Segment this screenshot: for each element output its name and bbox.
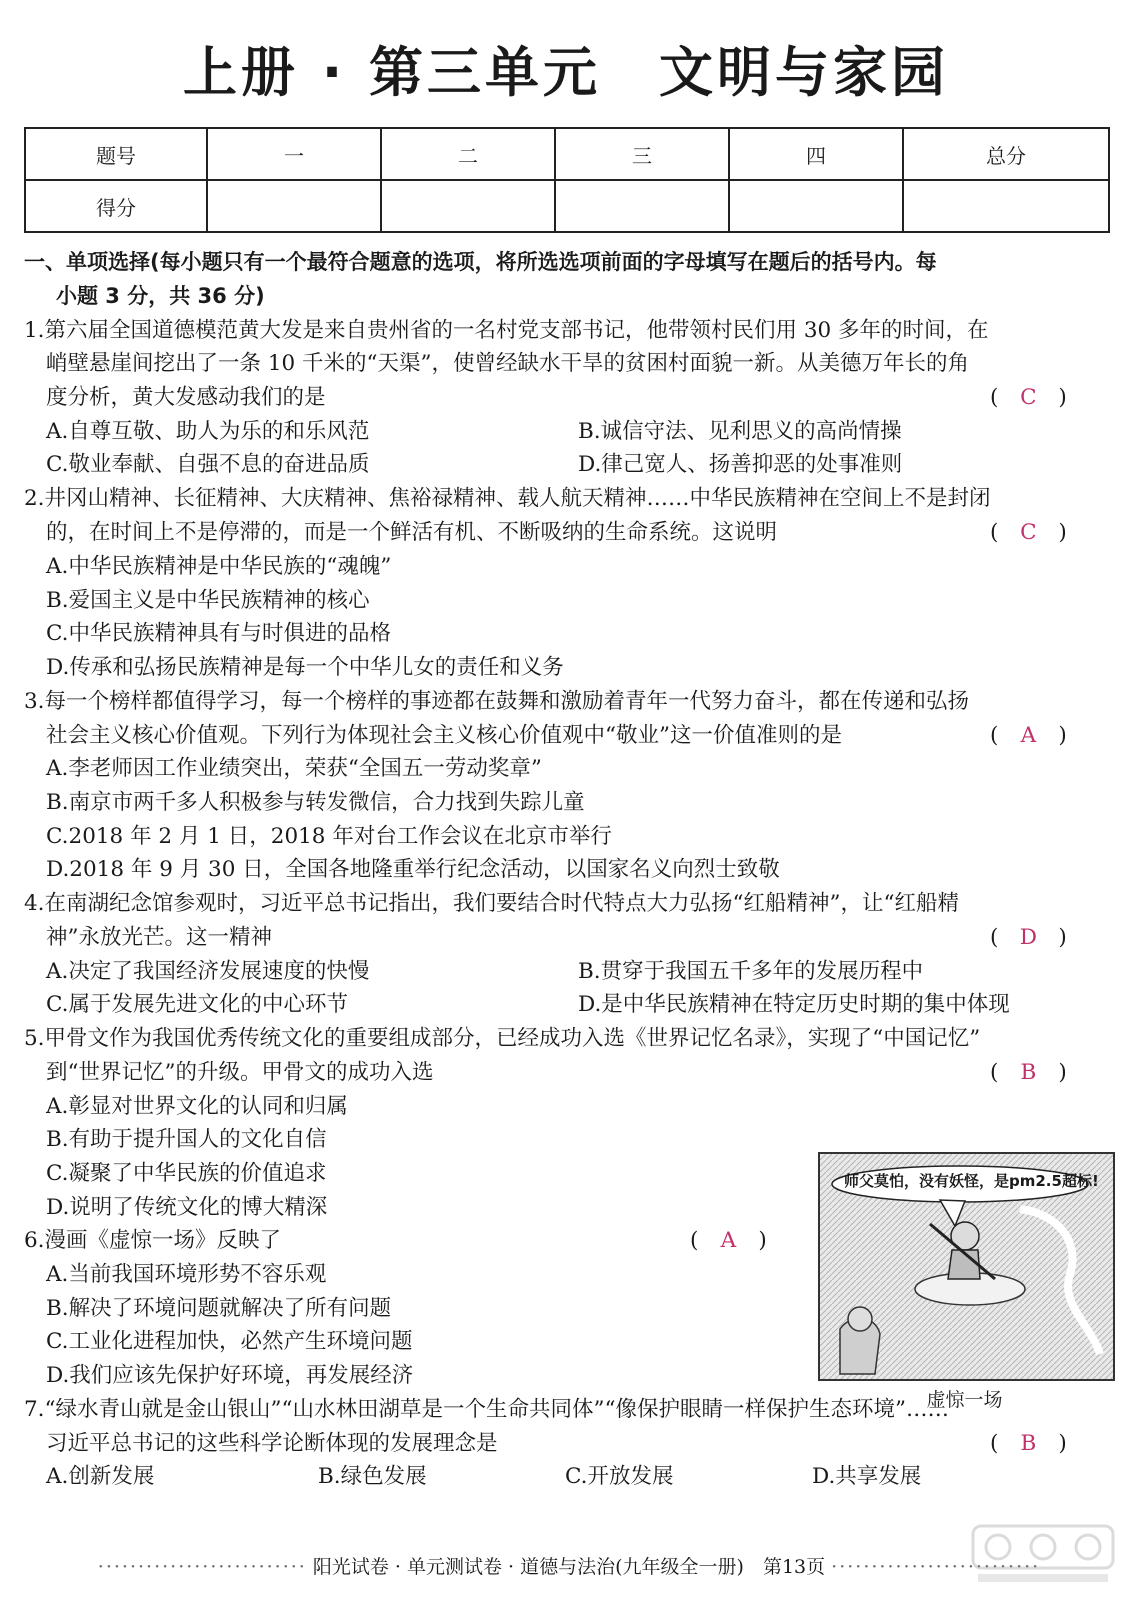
option: D.说明了传统文化的博大精深 bbox=[46, 1195, 328, 1220]
option: C.凝聚了中华民族的价值追求 bbox=[46, 1161, 327, 1186]
option: C.敬业奉献、自强不息的奋进品质 bbox=[46, 452, 370, 477]
question-7-answer: ( B ) bbox=[990, 1431, 1067, 1456]
option: C.2018 年 2 月 1 日，2018 年对台工作会议在北京市举行 bbox=[46, 824, 612, 849]
option: A.创新发展 bbox=[46, 1464, 155, 1489]
option: B.诚信守法、见利思义的高尚情操 bbox=[578, 419, 902, 444]
question-1-answer: ( C ) bbox=[990, 385, 1067, 410]
score-table-score-row bbox=[25, 180, 1109, 232]
score-input-cell bbox=[381, 180, 555, 232]
watermark-logo-icon bbox=[968, 1518, 1118, 1588]
option: D.我们应该先保护好环境，再发展经济 bbox=[46, 1363, 414, 1388]
question-7-stem: 习近平总书记的这些科学论断体现的发展理念是 bbox=[46, 1431, 498, 1456]
option: A.李老师因工作业绩突出，荣获“全国五一劳动奖章” bbox=[46, 756, 542, 781]
question-6-stem: 6.漫画《虚惊一场》反映了 bbox=[24, 1228, 282, 1253]
question-4-answer: ( D ) bbox=[990, 925, 1067, 950]
option: B.绿色发展 bbox=[318, 1464, 427, 1489]
option: D.共享发展 bbox=[812, 1464, 922, 1489]
option: A.自尊互敬、助人为乐的和乐风范 bbox=[46, 419, 370, 444]
question-3-stem: 3.每一个榜样都值得学习，每一个榜样的事迹都在鼓舞和激励着青年一代努力奋斗，都在传递和弘扬 bbox=[24, 689, 970, 714]
option: C.开放发展 bbox=[565, 1464, 674, 1489]
footer-dots: ·························· bbox=[97, 1556, 307, 1578]
question-3-answer: ( A ) bbox=[990, 723, 1067, 748]
option: A.中华民族精神是中华民族的“魂魄” bbox=[46, 554, 392, 579]
page-footer bbox=[24, 1552, 1114, 1579]
option: B.爱国主义是中华民族精神的核心 bbox=[46, 588, 370, 613]
question-6-answer: ( A ) bbox=[690, 1228, 767, 1253]
score-cell: 总分 bbox=[903, 128, 1109, 180]
option: D.传承和弘扬民族精神是每一个中华儿女的责任和义务 bbox=[46, 655, 564, 680]
option: A.当前我国环境形势不容乐观 bbox=[46, 1262, 327, 1287]
page-title: 上册 · 第三单元 文明与家园 bbox=[182, 41, 950, 104]
question-1-stem: 1.第六届全国道德模范黄大发是来自贵州省的一名村党支部书记，他带领村民们用 30 多年的时间，在 bbox=[24, 318, 989, 343]
question-5-stem: 到“世界记忆”的升级。甲骨文的成功入选 bbox=[46, 1060, 434, 1085]
question-4-stem: 神”永放光芒。这一精神 bbox=[46, 925, 272, 950]
option: A.彰显对世界文化的认同和归属 bbox=[46, 1094, 348, 1119]
score-input-cell bbox=[729, 180, 903, 232]
question-2-stem: 2.井冈山精神、长征精神、大庆精神、焦裕禄精神、载人航天精神……中华民族精神在空间上不是封闭 bbox=[24, 486, 991, 511]
footer-text: 阳光试卷 · 单元测试卷 · 道德与法治(九年级全一册) 第13页 bbox=[312, 1556, 826, 1578]
section-heading: 一、单项选择(每小题只有一个最符合题意的选项，将所选选项前面的字母填写在题后的括号内。每 bbox=[24, 250, 937, 274]
score-table-header-row bbox=[25, 128, 1109, 180]
option: D.律己宽人、扬善抑恶的处事准则 bbox=[578, 452, 903, 477]
option: C.属于发展先进文化的中心环节 bbox=[46, 992, 349, 1017]
cartoon-figure bbox=[818, 1152, 1115, 1381]
score-cell: 二 bbox=[381, 128, 555, 180]
option: B.南京市两千多人积极参与转发微信，合力找到失踪儿童 bbox=[46, 790, 585, 815]
option: C.工业化进程加快，必然产生环境问题 bbox=[46, 1329, 413, 1354]
cartoon-caption: 虚惊一场 bbox=[926, 1389, 1003, 1411]
footer-dots: ·························· bbox=[831, 1556, 1041, 1578]
question-7-stem: 7.“绿水青山就是金山银山”“山水林田湖草是一个生命共同体”“像保护眼睛一样保护生态环境”…… bbox=[24, 1397, 949, 1422]
score-input-cell bbox=[555, 180, 729, 232]
option: D.2018 年 9 月 30 日，全国各地隆重举行纪念活动，以国家名义向烈士致敬 bbox=[46, 857, 780, 882]
option: B.解决了环境问题就解决了所有问题 bbox=[46, 1296, 392, 1321]
option: C.中华民族精神具有与时俱进的品格 bbox=[46, 621, 392, 646]
score-cell: 一 bbox=[207, 128, 381, 180]
question-5-answer: ( B ) bbox=[990, 1060, 1067, 1085]
option: D.是中华民族精神在特定历史时期的集中体现 bbox=[578, 992, 1010, 1017]
score-input-cell bbox=[207, 180, 381, 232]
score-cell: 题号 bbox=[25, 128, 207, 180]
question-2-answer: ( C ) bbox=[990, 520, 1067, 545]
option: B.贯穿于我国五千多年的发展历程中 bbox=[578, 959, 924, 984]
question-1-stem: 度分析，黄大发感动我们的是 bbox=[46, 385, 326, 410]
question-2-stem: 的，在时间上不是停滞的，而是一个鲜活有机、不断吸纳的生命系统。这说明 bbox=[46, 520, 778, 545]
option: B.有助于提升国人的文化自信 bbox=[46, 1127, 327, 1152]
score-cell: 四 bbox=[729, 128, 903, 180]
score-table bbox=[24, 127, 1110, 233]
section-heading-cont: 小题 3 分，共 36 分) bbox=[56, 284, 265, 308]
score-cell: 三 bbox=[555, 128, 729, 180]
question-4-stem: 4.在南湖纪念馆参观时，习近平总书记指出，我们要结合时代特点大力弘扬“红船精神”，让“红船精 bbox=[24, 891, 959, 916]
question-5-stem: 5.甲骨文作为我国优秀传统文化的重要组成部分，已经成功入选《世界记忆名录》，实现了“中国记忆” bbox=[24, 1026, 981, 1051]
question-1-stem: 峭壁悬崖间挖出了一条 10 千米的“天渠”，使曾经缺水干旱的贫困村面貌一新。从美德万年长的角 bbox=[46, 351, 970, 376]
score-cell: 得分 bbox=[25, 180, 207, 232]
question-3-stem: 社会主义核心价值观。下列行为体现社会主义核心价值观中“敬业”这一价值准则的是 bbox=[46, 723, 842, 748]
score-input-cell bbox=[903, 180, 1109, 232]
option: A.决定了我国经济发展速度的快慢 bbox=[46, 959, 370, 984]
cartoon-speech-bubble-text: 师父莫怕，没有妖怪，是pm2.5超标! bbox=[844, 1172, 1099, 1190]
